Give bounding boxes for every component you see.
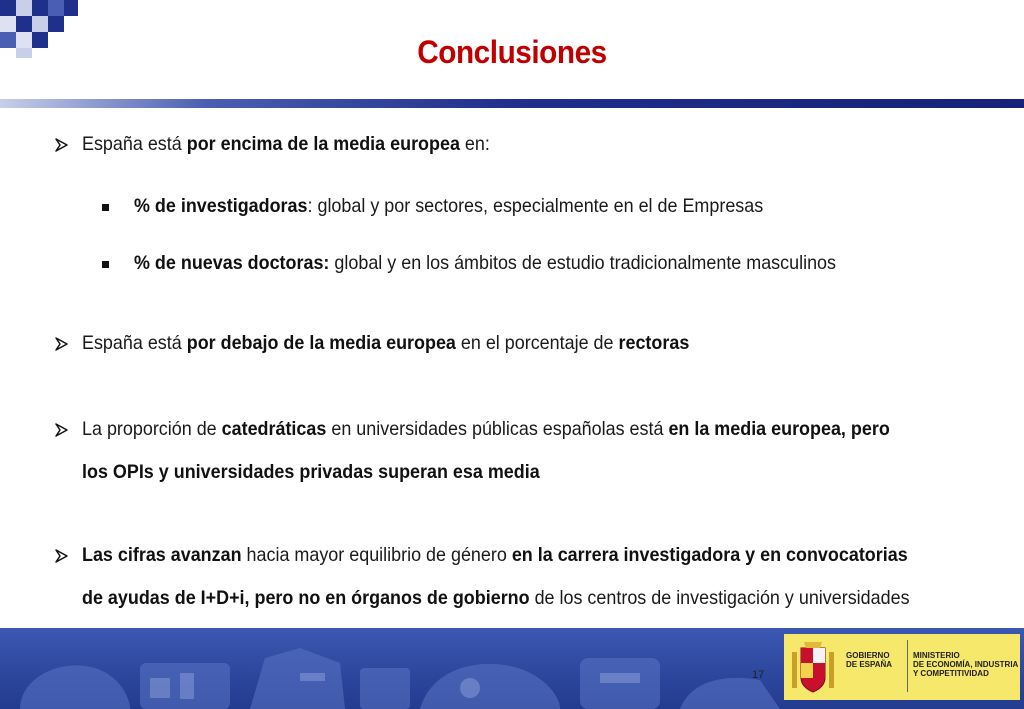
bullet-1: España está por encima de la media europea en:	[82, 133, 490, 155]
square-bullet-icon	[102, 261, 109, 268]
logo-separator	[907, 640, 908, 692]
arrow-bullet-icon	[54, 336, 70, 352]
title-rule	[0, 99, 1024, 108]
bullet-2: España está por debajo de la media europea en el porcentaje de rectoras	[82, 332, 690, 354]
ministry-label: MINISTERIO DE ECONOMÍA, INDUSTRIA Y COMPETITIVIDAD	[913, 651, 1019, 678]
bullet-4: Las cifras avanzan hacia mayor equilibrio de género en la carrera investigadora y en convocatorias	[82, 544, 908, 566]
gobierno-de-espana-label: GOBIERNO DE ESPAÑA	[846, 651, 893, 669]
coat-of-arms-icon	[790, 640, 836, 696]
sub-bullet-1: % de investigadoras: global y por sectores, especialmente en el de Empresas	[134, 195, 764, 217]
page-number: 17	[752, 669, 765, 681]
square-bullet-icon	[102, 204, 109, 211]
slide-title: Conclusiones	[417, 34, 607, 70]
arrow-bullet-icon	[54, 137, 70, 153]
bullet-3: La proporción de catedráticas en universidades públicas españolas está en la media europea, pero	[82, 418, 890, 440]
sub-bullet-2: % de nuevas doctoras: global y en los ámbitos de estudio tradicionalmente masculinos	[134, 252, 837, 274]
bullet-3-line-2: los OPIs y universidades privadas superan esa media	[82, 461, 540, 483]
arrow-bullet-icon	[54, 422, 70, 438]
arrow-bullet-icon	[54, 548, 70, 564]
bullet-4-line-2: de ayudas de I+D+i, pero no en órganos de gobierno de los centros de investigación y universidades	[82, 587, 910, 609]
